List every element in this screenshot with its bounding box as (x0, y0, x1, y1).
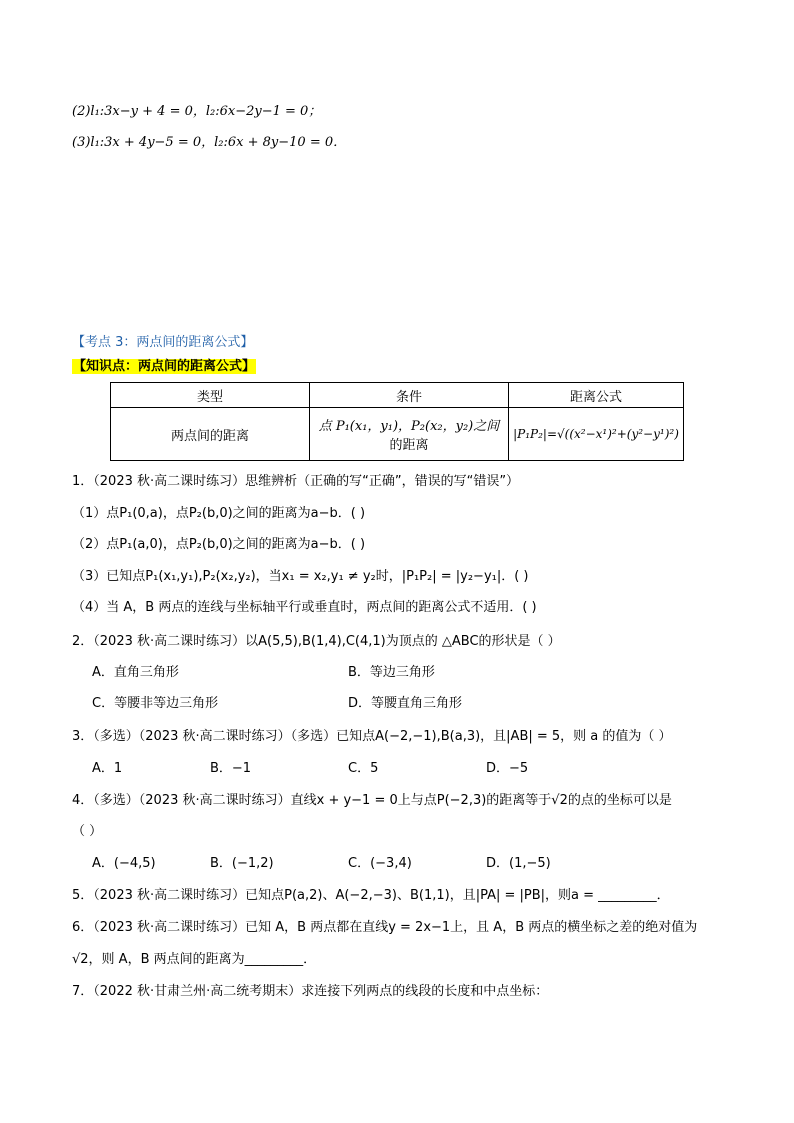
cell-formula: |P₁P₂|=√((x²−x¹)²+(y²−y¹)²) (509, 408, 684, 461)
q6-stem: 6．（2023 秋·高二课时练习）已知 A，B 两点都在直线y = 2x−1上，且 A，B 两点的横坐标之差的绝对值为 (72, 920, 698, 935)
section-title: 【考点 3：两点间的距离公式】 (72, 335, 254, 350)
q2-option-d: D．等腰直角三角形 (348, 696, 463, 711)
q6-stem-cont: √2，则 A，B 两点间的距离为_________． (72, 952, 317, 967)
condition-line-1: 点 P₁(x₁，y₁)，P₂(x₂，y₂)之间 (318, 419, 500, 434)
item-2-line-equations: (2)l₁:3x−y + 4 = 0，l₂:6x−2y−1 = 0； (72, 104, 322, 119)
q2-option-a: A．直角三角形 (92, 665, 179, 680)
q1-sub4: （4）当 A，B 两点的连线与坐标轴平行或垂直时，两点间的距离公式不适用．( ) (72, 600, 537, 615)
q1-sub2: （2）点P₁(a,0)，点P₂(b,0)之间的距离为a−b．( ) (72, 537, 366, 552)
q1-sub3: （3）已知点P₁(x₁,y₁),P₂(x₂,y₂)，当x₁ = x₂,y₁ ≠ y₂时，|P₁P₂| = |y₂−y₁|．( ) (72, 569, 529, 584)
item-3-line-equations: (3)l₁:3x + 4y−5 = 0，l₂:6x + 8y−10 = 0． (72, 135, 347, 150)
q7-stem: 7．（2022 秋·甘肃兰州·高二统考期末）求连接下列两点的线段的长度和中点坐标： (72, 984, 549, 999)
q2-stem: 2．（2023 秋·高二课时练习）以A(5,5),B(1,4),C(4,1)为顶点的 △ABC的形状是（ ） (72, 634, 561, 649)
q1-sub1: （1）点P₁(0,a)，点P₂(b,0)之间的距离为a−b．( ) (72, 506, 366, 521)
knowledge-heading (72, 357, 256, 377)
header-condition: 条件 (310, 383, 509, 408)
q1-stem: 1．（2023 秋·高二课时练习）思维辨析（正确的写“正确”，错误的写“错误”） (72, 474, 520, 489)
q2-option-b: B．等边三角形 (348, 665, 435, 680)
q5-stem: 5．（2023 秋·高二课时练习）已知点P(a,2)、A(−2,−3)、B(1,1)，且|PA| = |PB|，则a = _________． (72, 888, 670, 903)
distance-formula-table (110, 382, 684, 461)
q4-stem-cont: （ ） (72, 824, 103, 839)
header-formula: 距离公式 (509, 383, 684, 408)
q4-stem: 4．（多选）（2023 秋·高二课时练习）直线x + y−1 = 0上与点P(−2,3)的距离等于√2的点的坐标可以是 (72, 793, 672, 808)
condition-line-2: 的距离 (389, 438, 429, 453)
q3-option-d: D．−5 (486, 761, 529, 776)
table-header-row (111, 383, 684, 408)
q4-option-c: C．(−3,4) (348, 856, 412, 871)
cell-type: 两点间的距离 (111, 408, 310, 461)
q3-option-c: C．5 (348, 761, 379, 776)
q4-option-a: A．(−4,5) (92, 856, 156, 871)
q2-option-c: C．等腰非等边三角形 (92, 696, 219, 711)
q4-option-b: B．(−1,2) (210, 856, 274, 871)
header-type: 类型 (111, 383, 310, 408)
cell-condition (310, 408, 509, 461)
q3-option-b: B．−1 (210, 761, 252, 776)
q3-stem: 3．（多选）（2023 秋·高二课时练习）（多选）已知点A(−2,−1),B(a,3)，且|AB| = 5，则 a 的值为（ ） (72, 729, 672, 744)
knowledge-highlight: 【知识点：两点间的距离公式】 (73, 359, 256, 374)
q4-option-d: D．(1,−5) (486, 856, 551, 871)
q3-option-a: A．1 (92, 761, 123, 776)
table-row (111, 408, 684, 461)
